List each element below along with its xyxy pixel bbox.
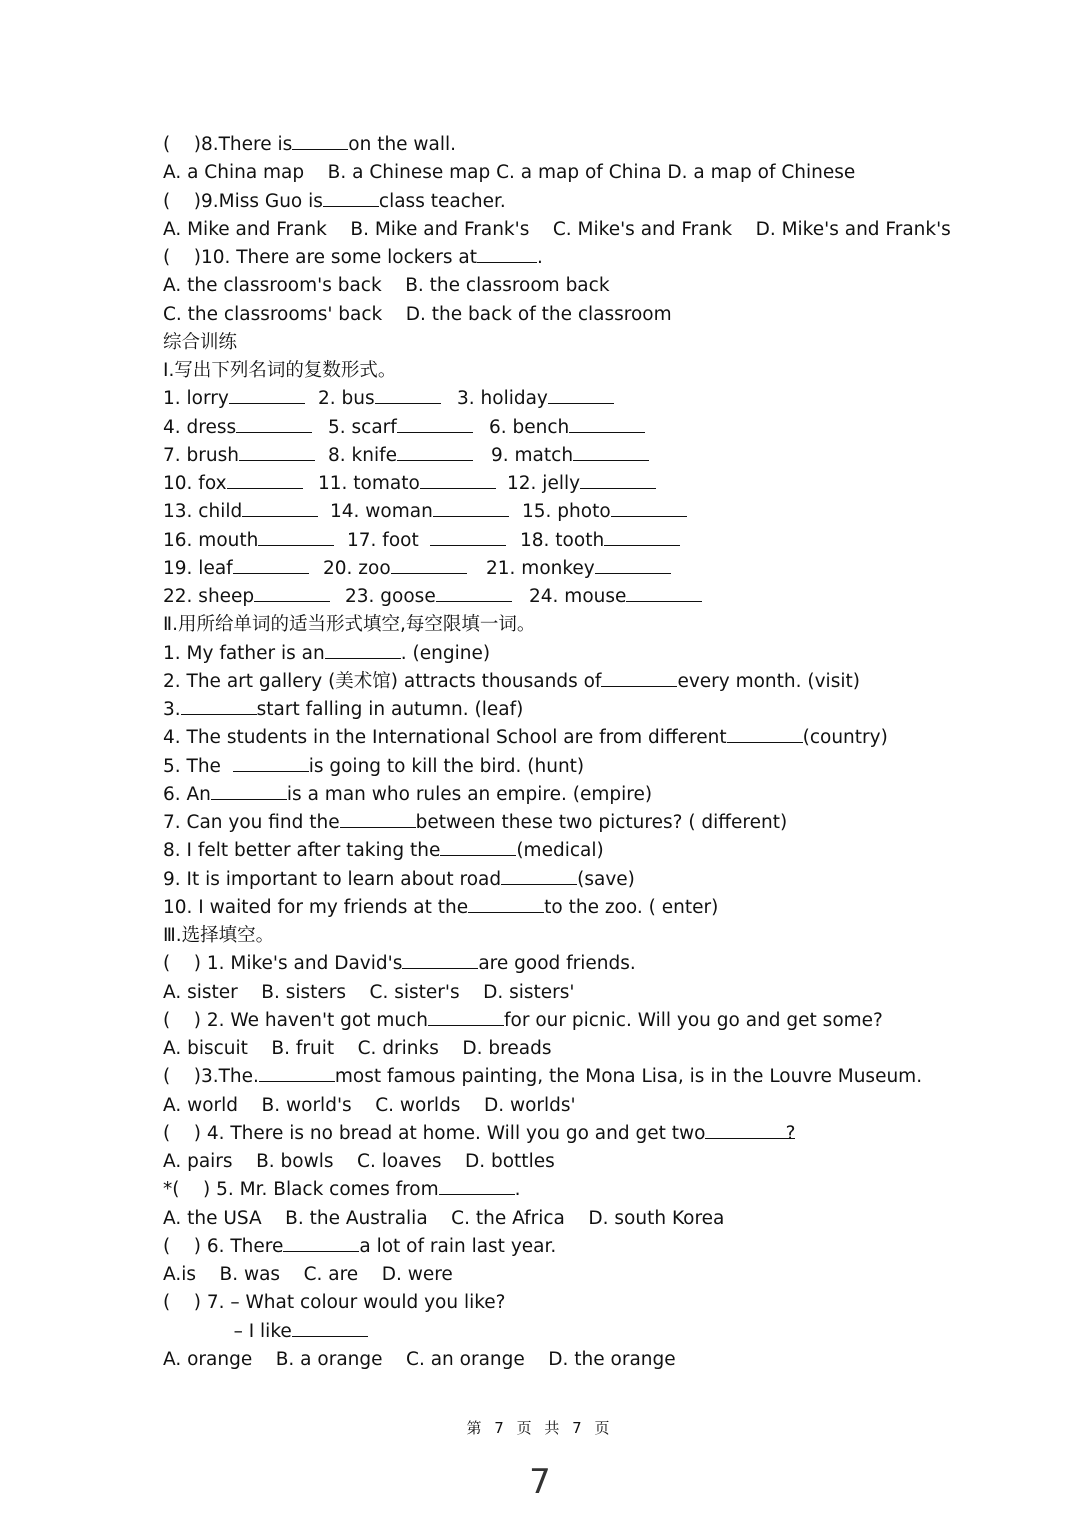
answer-blank (236, 414, 312, 433)
worksheet-line (163, 498, 1043, 526)
text-run: 2. The art gallery (美术馆) attracts thousands of (163, 670, 602, 692)
text-run: 8. knife (328, 444, 398, 466)
text-run: a lot of rain last year. (359, 1235, 557, 1257)
text-run: A. sister B. sisters C. sister's D. sisters' (163, 981, 575, 1003)
noun-item (328, 414, 489, 442)
worksheet-line (163, 1318, 1043, 1346)
text-run: A. world B. world's C. worlds D. worlds' (163, 1094, 576, 1116)
worksheet-line (163, 1233, 1043, 1261)
text-run: 5. scarf (328, 416, 397, 438)
answer-blank (229, 385, 305, 404)
text-run: 12. jelly (507, 473, 581, 494)
worksheet-line (163, 357, 1043, 385)
text-run: 22. sheep (163, 586, 255, 607)
text-run: A. the classroom's back B. the classroom back (163, 275, 610, 297)
answer-blank (439, 1176, 515, 1195)
text-run: 6. bench (489, 416, 570, 438)
answer-blank (292, 1318, 368, 1337)
worksheet-line (163, 979, 1043, 1007)
text-run: 2. bus (318, 388, 375, 410)
noun-item (318, 470, 507, 498)
text-run: 24. mouse (529, 586, 627, 607)
text-run: A.is B. was C. are D. were (163, 1264, 453, 1285)
worksheet-line (163, 470, 1043, 498)
text-run: 14. woman (330, 501, 433, 523)
text-run: *( ) 5. Mr. Black comes from (163, 1179, 439, 1201)
answer-blank (397, 414, 473, 433)
answer-blank (595, 555, 671, 574)
text-run: A. orange B. a orange C. an orange D. the orange (163, 1348, 676, 1370)
noun-item (520, 527, 680, 555)
worksheet-line (163, 837, 1043, 865)
text-run: 9. It is important to learn about road (163, 868, 502, 890)
text-run: A. biscuit B. fruit C. drinks D. breads (163, 1038, 552, 1059)
text-run: Ⅰ.写出下列名词的复数形式。 (163, 360, 397, 381)
text-run: 3. (163, 699, 181, 720)
worksheet-line (163, 922, 1043, 950)
text-run: A. pairs B. bowls C. loaves D. bottles (163, 1151, 555, 1172)
text-run: ( )9.Miss Guo is (163, 190, 323, 212)
answer-blank (402, 950, 478, 969)
answer-blank (375, 385, 441, 404)
worksheet-line (163, 301, 1043, 329)
answer-blank (340, 809, 416, 828)
answer-blank (580, 470, 656, 489)
worksheet-line (163, 583, 1043, 611)
answer-blank (227, 470, 303, 489)
worksheet-line (163, 950, 1043, 978)
answer-blank (259, 1063, 335, 1082)
answer-blank (727, 724, 803, 743)
answer-blank (428, 1007, 504, 1026)
noun-item (345, 583, 529, 611)
answer-blank (626, 583, 702, 602)
text-run: for our picnic. Will you go and get some? (504, 1009, 883, 1031)
noun-item (457, 385, 614, 413)
worksheet-line (163, 385, 1043, 413)
worksheet-line (163, 216, 1043, 244)
noun-item (323, 555, 486, 583)
worksheet-line (163, 866, 1043, 894)
noun-item (489, 414, 645, 442)
text-run: is going to kill the bird. (hunt) (308, 755, 585, 777)
worksheet-line (163, 640, 1043, 668)
text-run: . (514, 1179, 521, 1201)
answer-blank (181, 696, 257, 715)
noun-item (163, 583, 345, 611)
noun-item (163, 470, 318, 498)
text-run: (save) (577, 868, 635, 890)
text-run: are good friends. (478, 953, 636, 975)
answer-blank (397, 442, 473, 461)
text-run: ( ) 4. There is no bread at home. Will you go and get two (163, 1122, 706, 1144)
text-run: between these two pictures? ( different) (415, 812, 788, 833)
text-run: 4. The students in the International School are from different (163, 727, 727, 749)
answer-blank (604, 527, 680, 546)
noun-item (318, 385, 457, 413)
text-run: . (536, 247, 543, 268)
worksheet-line (163, 442, 1043, 470)
answer-blank (573, 442, 649, 461)
text-run: ( )10. There are some lockers at (163, 247, 477, 268)
text-run: class teacher. (378, 190, 506, 212)
text-run: . (engine) (400, 642, 491, 664)
page-number: 7 (529, 1462, 551, 1502)
text-run: ( ) 1. Mike's and David's (163, 953, 403, 975)
answer-blank (569, 414, 645, 433)
text-run: A. Mike and Frank B. Mike and Frank's C. Mike's and Frank D. Mike's and Frank's (163, 218, 951, 240)
worksheet-line (163, 527, 1043, 555)
text-run: Ⅲ.选择填空。 (163, 925, 275, 946)
worksheet-line (163, 1092, 1043, 1120)
answer-blank (440, 837, 516, 856)
worksheet-line (163, 1148, 1043, 1176)
text-run: ( )8.There is (163, 134, 293, 155)
noun-item (491, 442, 649, 470)
answer-blank (233, 555, 309, 574)
answer-blank (233, 753, 309, 772)
noun-item (163, 498, 330, 526)
worksheet-line (163, 414, 1043, 442)
text-run: 10. I waited for my friends at the (163, 896, 469, 918)
worksheet-line (163, 894, 1043, 922)
worksheet-line (163, 696, 1043, 724)
text-run: ( ) 2. We haven't got much (163, 1009, 429, 1031)
text-run: 11. tomato (318, 473, 420, 494)
noun-item (522, 498, 687, 526)
answer-blank (548, 385, 614, 404)
answer-blank (436, 583, 512, 602)
text-run: ( ) 7. – What colour would you like? (163, 1292, 506, 1314)
answer-blank (325, 640, 401, 659)
noun-item (163, 385, 318, 413)
page-footer: 第 7 页 共 7 页 (466, 1419, 614, 1437)
answer-blank (254, 583, 330, 602)
text-run: – I like (163, 1320, 292, 1342)
worksheet-line (163, 131, 1043, 159)
text-run: 6. An (163, 783, 211, 805)
text-run: 19. leaf (163, 557, 233, 579)
noun-item (347, 527, 520, 555)
worksheet-line (163, 1035, 1043, 1063)
text-run: 17. foot (347, 529, 431, 551)
text-run: 20. zoo (323, 557, 391, 579)
text-run: start falling in autumn. (leaf) (256, 699, 524, 720)
answer-blank (420, 470, 496, 489)
answer-blank (430, 527, 506, 546)
text-run: 23. goose (345, 586, 436, 607)
text-run: 8. I felt better after taking the (163, 840, 441, 862)
text-run: 10. fox (163, 473, 227, 494)
answer-blank (611, 498, 687, 517)
text-run: 7. brush (163, 444, 239, 466)
worksheet-line (163, 724, 1043, 752)
worksheet-line (163, 1176, 1043, 1204)
text-run: 16. mouth (163, 529, 259, 551)
worksheet-line (163, 668, 1043, 696)
text-run: 综合训练 (163, 331, 238, 353)
text-run: 1. My father is an (163, 642, 325, 664)
text-run: (medical) (516, 840, 604, 862)
worksheet-line (163, 611, 1043, 639)
noun-item (163, 442, 328, 470)
text-run: 4. dress (163, 416, 237, 438)
worksheet-line (163, 1289, 1043, 1317)
text-run: C. the classrooms' back D. the back of the classroom (163, 303, 672, 325)
answer-blank (211, 781, 287, 800)
text-run: 15. photo (522, 501, 611, 523)
worksheet-line (163, 809, 1043, 837)
text-run: most famous painting, the Mona Lisa, is in the Louvre Museum. (334, 1066, 923, 1088)
noun-item (328, 442, 491, 470)
text-run: ( )3.The. (163, 1066, 259, 1088)
answer-blank (468, 894, 544, 913)
answer-blank (323, 188, 379, 207)
worksheet-line (163, 1261, 1043, 1289)
worksheet-body (163, 131, 1043, 1374)
text-run: 9. match (491, 444, 574, 466)
text-run: ( ) 6. There (163, 1235, 284, 1257)
text-run: A. a China map B. a Chinese map C. a map of China D. a map of Chinese (163, 162, 856, 184)
worksheet-line (163, 1063, 1043, 1091)
worksheet-line (163, 1205, 1043, 1233)
text-run: 5. The (163, 755, 233, 777)
answer-blank: ? (705, 1120, 795, 1139)
answer-blank (391, 555, 467, 574)
answer-blank (501, 866, 577, 885)
answer-blank (242, 498, 318, 517)
worksheet-line (163, 1007, 1043, 1035)
text-run: 18. tooth (520, 529, 605, 551)
text-run: 7. Can you find the (163, 812, 340, 833)
answer-blank (433, 498, 509, 517)
answer-blank (601, 668, 677, 687)
answer-blank (283, 1233, 359, 1252)
answer-blank (477, 244, 537, 263)
answer-blank (258, 527, 334, 546)
noun-item (163, 555, 323, 583)
worksheet-line (163, 188, 1043, 216)
noun-item (330, 498, 522, 526)
text-run: to the zoo. ( enter) (544, 896, 719, 918)
text-run: every month. (visit) (677, 670, 860, 692)
text-run: Ⅱ.用所给单词的适当形式填空,每空限填一词。 (163, 614, 536, 636)
noun-item (529, 583, 702, 611)
noun-item (163, 414, 328, 442)
text-run: (country) (802, 727, 888, 749)
noun-item (486, 555, 671, 583)
worksheet-line (163, 753, 1043, 781)
noun-item (507, 470, 656, 498)
worksheet-line (163, 1346, 1043, 1374)
worksheet-line (163, 272, 1043, 300)
text-run: on the wall. (348, 134, 457, 155)
text-run: 13. child (163, 501, 243, 523)
text-run: 3. holiday (457, 388, 548, 410)
worksheet-line (163, 329, 1043, 357)
text-run: is a man who rules an empire. (empire) (286, 783, 653, 805)
worksheet-line (163, 159, 1043, 187)
text-run: 21. monkey (486, 557, 595, 579)
worksheet-line (163, 244, 1043, 272)
worksheet-line (163, 781, 1043, 809)
worksheet-line (163, 1120, 1043, 1148)
text-run: A. the USA B. the Australia C. the Africa D. south Korea (163, 1207, 725, 1229)
answer-blank (239, 442, 315, 461)
noun-item (163, 527, 347, 555)
answer-blank (292, 131, 348, 150)
text-run: 1. lorry (163, 388, 229, 410)
worksheet-line (163, 555, 1043, 583)
